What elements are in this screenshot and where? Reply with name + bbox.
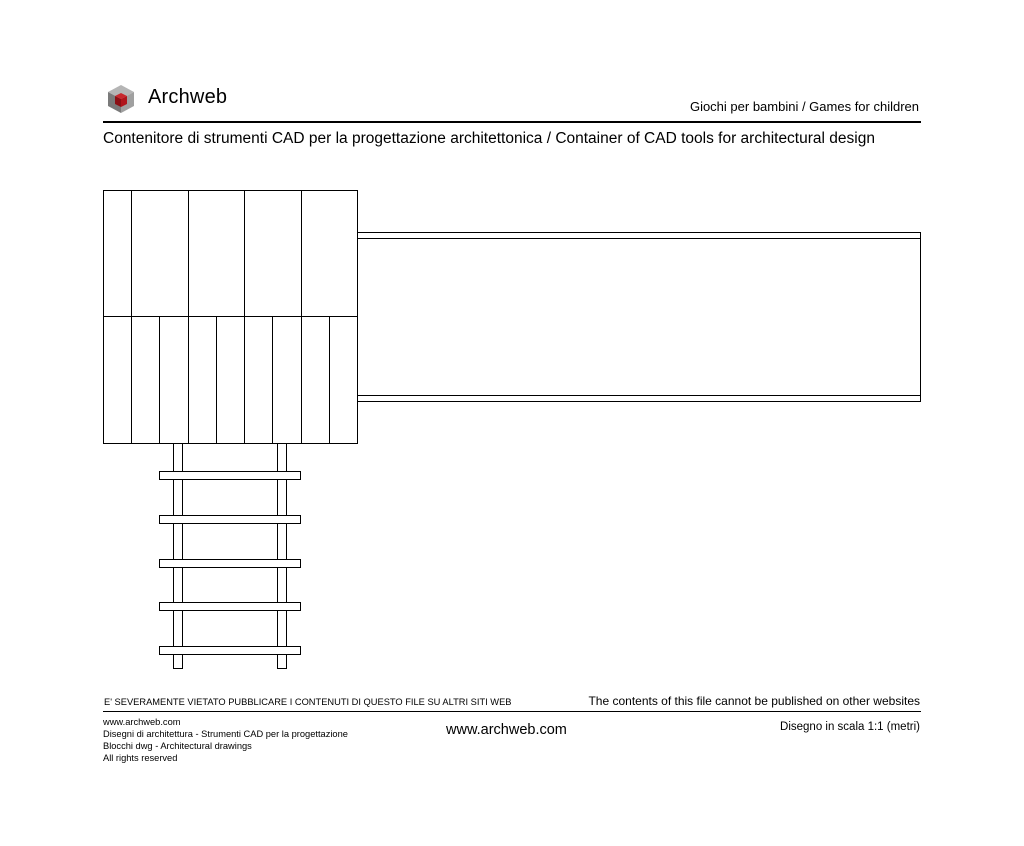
ladder-rungs — [160, 472, 301, 655]
category-label: Giochi per bambini / Games for children — [689, 99, 919, 114]
footer-line: All rights reserved — [103, 753, 178, 763]
brand-name: Archweb — [148, 86, 228, 108]
platform-upper-boards — [132, 191, 302, 317]
footer-info — [103, 716, 348, 764]
ladder-rail-ends — [174, 655, 287, 669]
slide — [358, 233, 921, 402]
copyright-notice-english: The contents of this file cannot be published on other websites — [588, 694, 920, 708]
platform-lower-boards — [132, 317, 330, 444]
footer-line: Disegni di architettura - Strumenti CAD per la progettazione — [103, 729, 348, 739]
ladder — [160, 444, 301, 669]
page-subtitle: Contenitore di strumenti CAD per la progettazione architettonica / Container of CAD tools for architectural design — [103, 130, 875, 147]
footer-line: Blocchi dwg - Architectural drawings — [103, 741, 252, 751]
website-link[interactable]: www.archweb.com — [446, 722, 567, 738]
footer-divider — [103, 711, 921, 712]
scale-label: Disegno in scala 1:1 (metri) — [780, 721, 920, 733]
copyright-notice-italian: E' SEVERAMENTE VIETATO PUBBLICARE I CONTENUTI DI QUESTO FILE SU ALTRI SITI WEB — [104, 697, 512, 707]
footer-line: www.archweb.com — [103, 717, 181, 727]
